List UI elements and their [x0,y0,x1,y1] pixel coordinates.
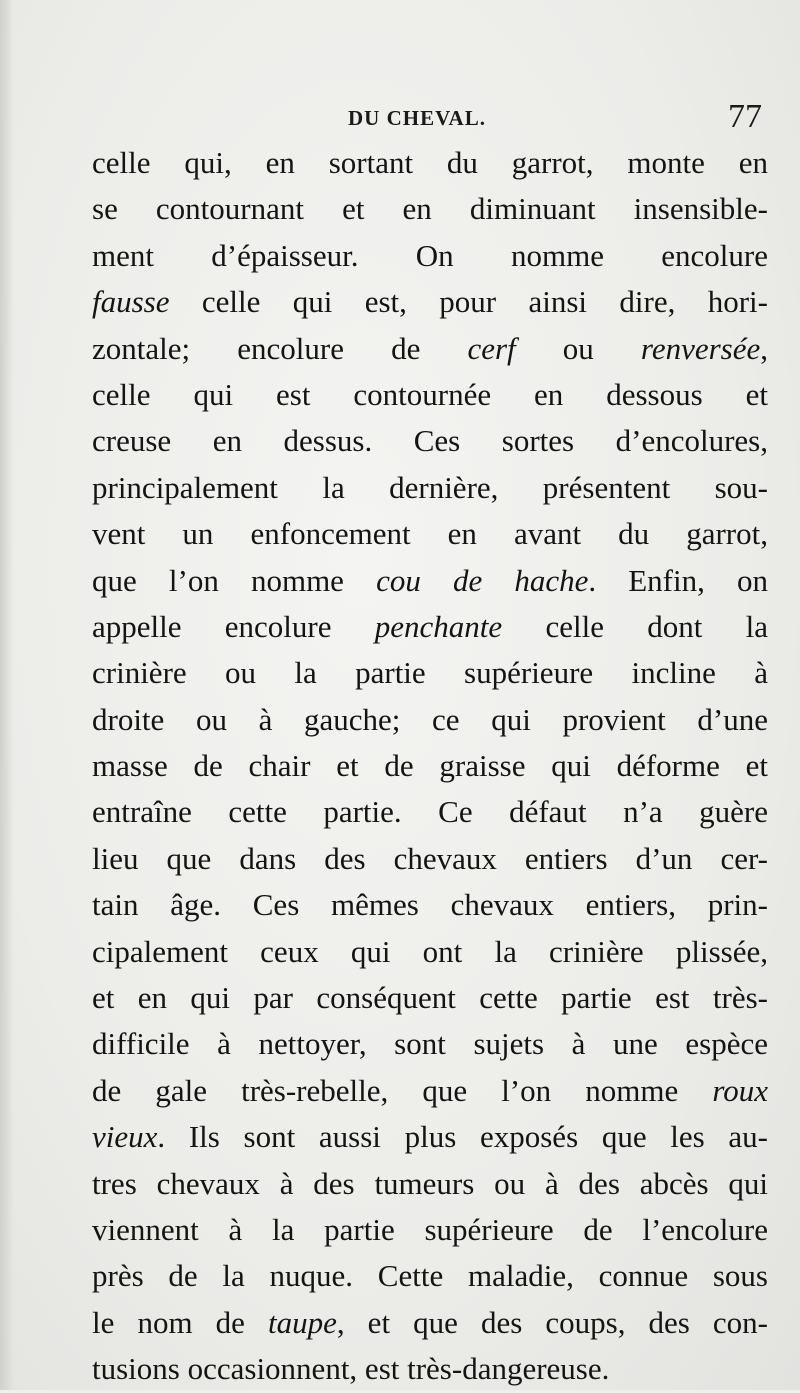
text-segment: appelle encolure [92,608,375,644]
text-line [92,326,768,372]
text-line [92,372,768,418]
text-segment: droite ou à gauche; ce qui provient d’une [92,701,768,737]
text-segment: ment d’épaisseur. On nomme encolure [92,237,768,273]
italic-term: cou de hache [376,562,589,598]
text-segment: cipalement ceux qui ont la crinière plissée, [92,933,768,969]
text-segment: creuse en dessus. Ces sortes d’encolures, [92,423,768,459]
text-line [92,650,768,696]
italic-term: cerf [467,330,516,366]
text-segment: de gale très-rebelle, que l’on nomme [92,1072,713,1108]
text-line [92,743,768,789]
text-segment: difficile à nettoyer, sont sujets à une espèce [92,1026,768,1062]
text-segment: le nom de [92,1304,268,1340]
text-segment: et en qui par conséquent cette partie est très- [92,980,768,1016]
text-segment: vent un enfoncement en avant du garrot, [92,516,768,552]
text-segment: près de la nuque. Cette maladie, connue sous [92,1258,768,1294]
text-segment: tusions occasionnent, est très-dangereuse. [92,1351,610,1387]
text-line [92,1207,768,1253]
text-line [92,882,768,928]
text-line [92,1346,768,1392]
text-segment: celle qui est, pour ainsi dire, hori- [169,284,768,320]
text-segment: se contournant et en diminuant insensible- [92,191,768,227]
text-line [92,1253,768,1299]
text-line [92,975,768,1021]
text-segment: tres chevaux à des tumeurs ou à des abcès qui [92,1165,768,1201]
text-segment: crinière ou la partie supérieure incline à [92,655,768,691]
text-line [92,1114,768,1160]
text-line [92,1300,768,1346]
text-segment: celle dont la [502,608,768,644]
text-line [92,1068,768,1114]
text-line [92,929,768,975]
text-line [92,186,768,232]
text-line [92,697,768,743]
text-line [92,233,768,279]
page-gutter-shadow [0,0,14,1390]
text-segment: lieu que dans des chevaux entiers d’un cer- [92,840,768,876]
text-line [92,511,768,557]
text-segment: masse de chair et de graisse qui déforme et [92,748,768,784]
italic-term: vieux [92,1119,158,1155]
italic-term: penchante [374,608,503,644]
text-line [92,1021,768,1067]
text-segment: celle qui, en sortant du garrot, monte en [92,145,768,180]
text-line [92,418,768,464]
text-line [92,140,768,186]
italic-term: fausse [92,284,170,320]
text-line [92,1161,768,1207]
text-segment: ou [515,330,641,366]
text-segment: . Enfin, on [588,562,768,598]
text-segment: . Ils sont aussi plus exposés que les au- [157,1119,768,1155]
text-line [92,836,768,882]
text-line [92,465,768,511]
text-segment: celle qui est contournée en dessous et [92,376,768,412]
text-line [92,558,768,604]
text-segment: entraîne cette partie. Ce défaut n’a guère [92,794,768,830]
italic-term: renversée [640,330,761,366]
text-segment: que l’on nomme [92,562,377,598]
text-segment: principalement la dernière, présentent sou- [92,469,768,505]
text-segment: tain âge. Ces mêmes chevaux entiers, prin- [92,887,768,923]
text-segment: viennent à la partie supérieure de l’encolure [92,1211,768,1247]
page-header [90,98,762,138]
text-line [92,604,768,650]
text-segment: , [760,330,769,366]
page-number: 77 [728,98,762,135]
italic-term: taupe [267,1304,337,1340]
text-segment: , et que des coups, des con- [336,1304,769,1340]
italic-term: roux [712,1072,768,1108]
text-line [92,279,768,325]
body-text [92,140,768,1393]
text-segment: zontale; encolure de [92,330,468,366]
running-title: DU CHEVAL. [348,106,486,130]
text-line [92,789,768,835]
